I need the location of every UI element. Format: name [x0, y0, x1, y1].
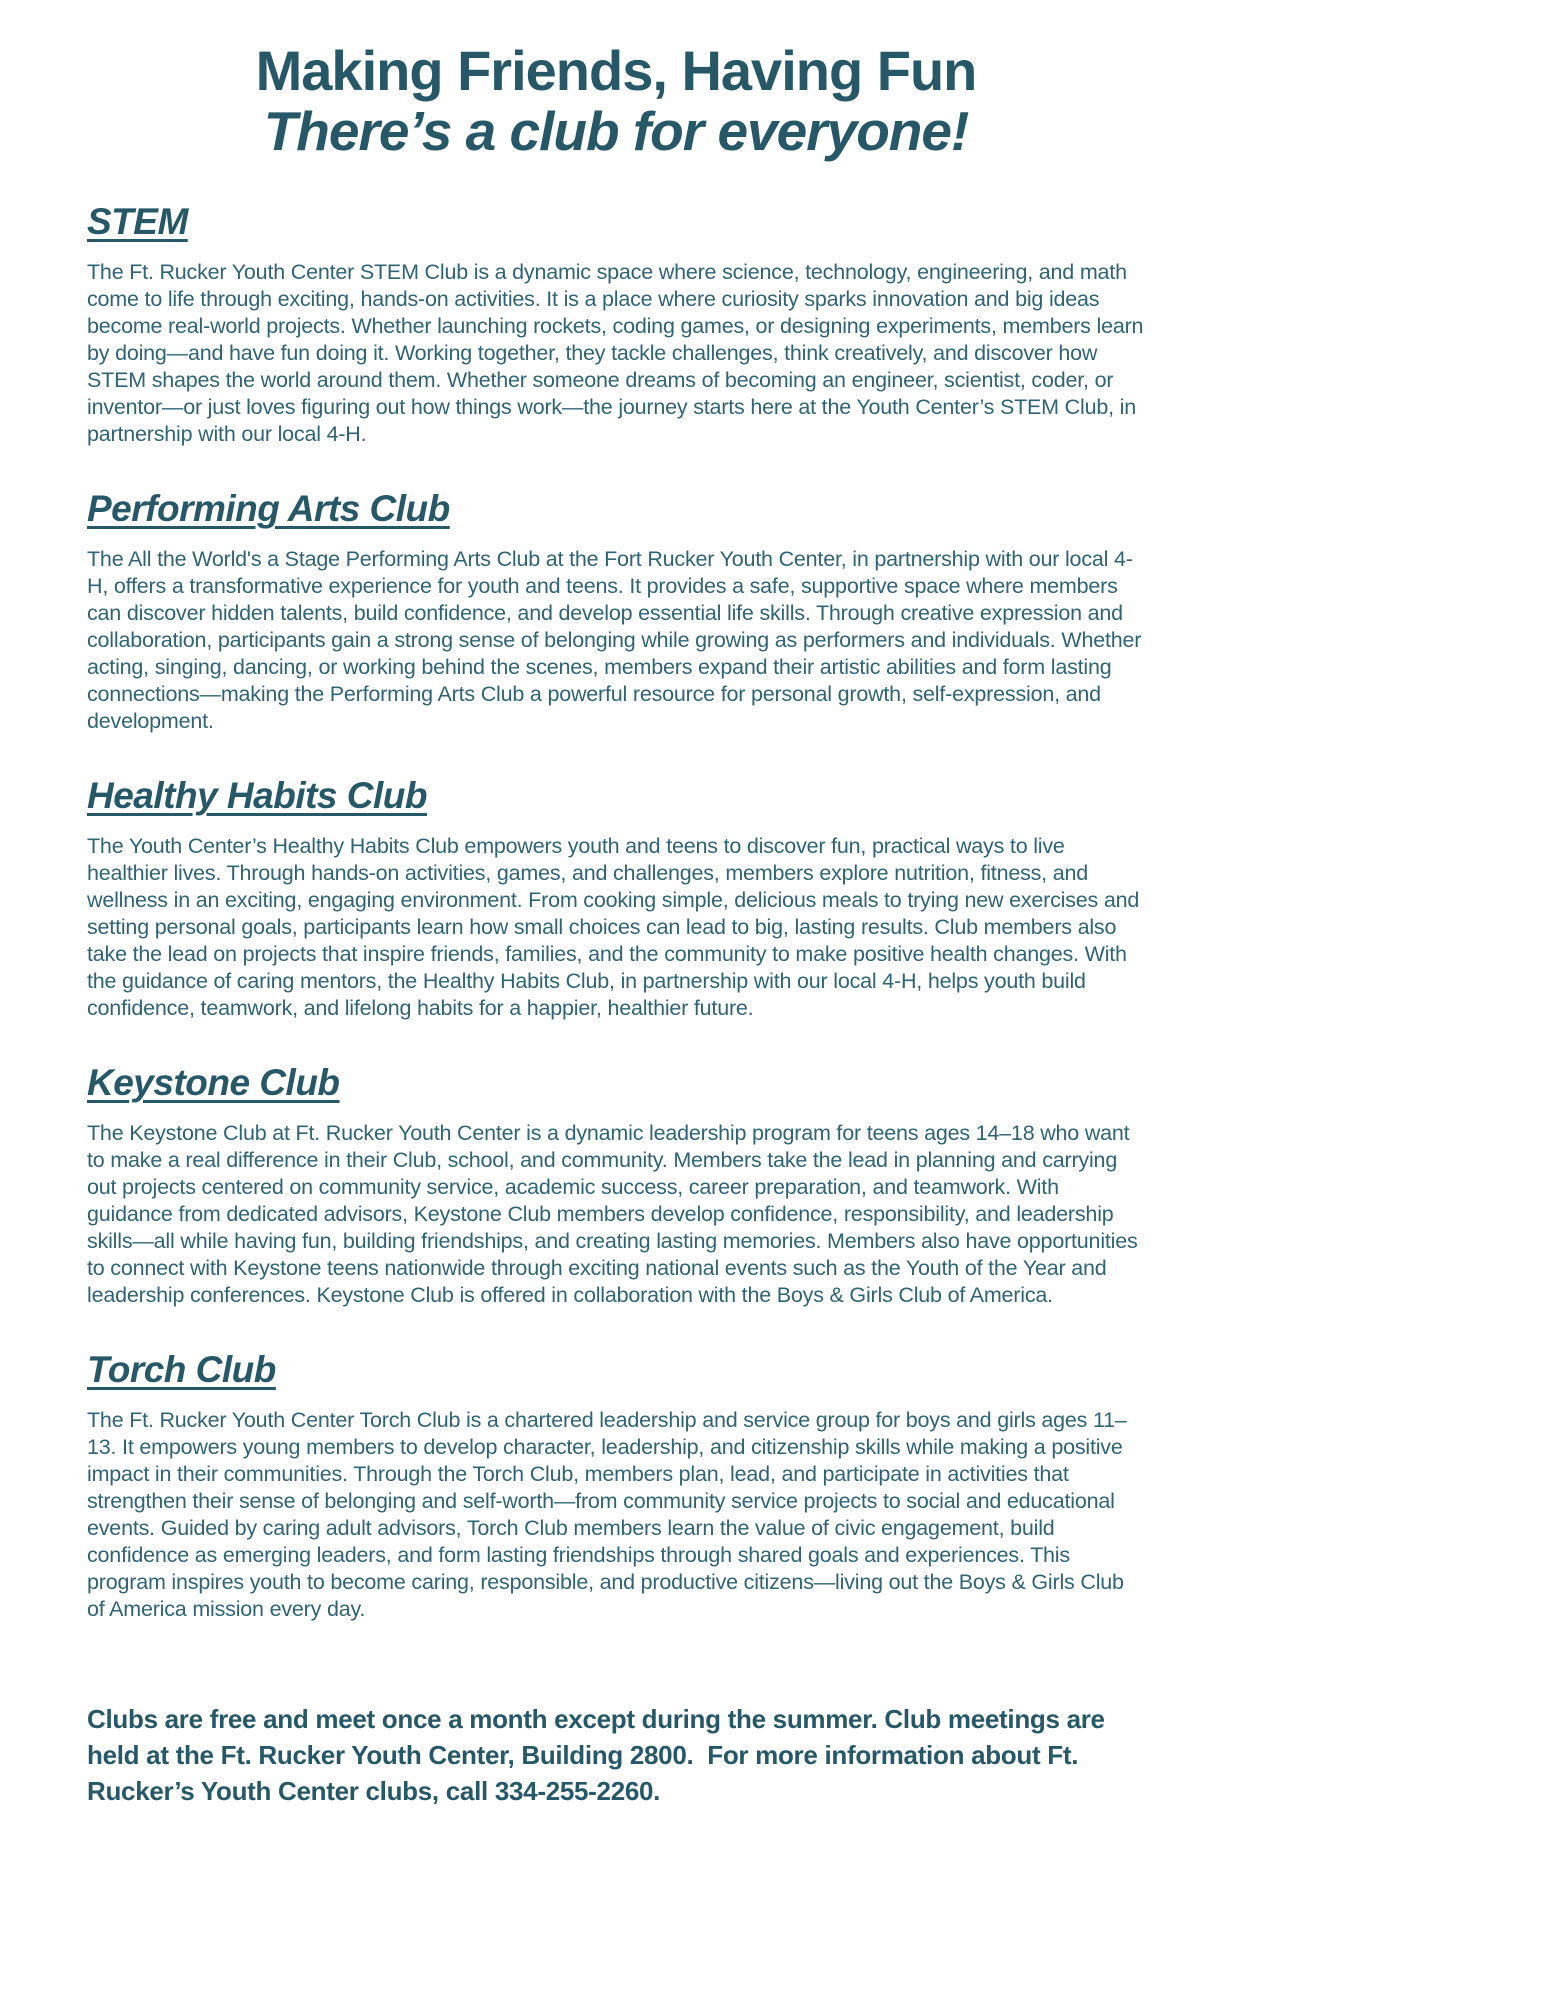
section-heading-healthy-habits-club: Healthy Habits Club: [87, 775, 427, 817]
section-heading-torch-club: Torch Club: [87, 1349, 276, 1391]
section-body-stem: The Ft. Rucker Youth Center STEM Club is a dynamic space where science, technology, engineering, and math come to life through exciting, hands-on activities. It is a place where curiosity sparks innovation and big ideas become real-world projects. Whether launching rockets, coding games, or designing experiments, members learn by doing—and have fun doing it. Working together, they tackle challenges, think creatively, and discover how STEM shapes the world around them. Whether someone dreams of becoming an engineer, scientist, coder, or inventor—or just loves figuring out how things work—the journey starts here at the Youth Center’s STEM Club, in partnership with our local 4-H.: [87, 260, 1150, 447]
page-title: Making Friends, Having Fun: [255, 39, 977, 102]
section-body-torch-club: The Ft. Rucker Youth Center Torch Club is a chartered leadership and service group for boys and girls ages 11–13. It empowers young members to develop character, leadership, and citizenship skills while making a positive impact in their communities. Through the Torch Club, members plan, lead, and participate in activities that strengthen their sense of belonging and self-worth—from community service projects to social and educational events. Guided by caring adult advisors, Torch Club members learn the value of civic engagement, build confidence as emerging leaders, and form lasting friendships through shared goals and experiences. This program inspires youth to become caring, responsible, and productive citizens—living out the Boys & Girls Club of America mission every day.: [87, 1408, 1130, 1622]
section-body-healthy-habits-club: The Youth Center’s Healthy Habits Club empowers youth and teens to discover fun, practical ways to live healthier lives. Through hands-on activities, games, and challenges, members explore nutrition, fitness, and wellness in an exciting, engaging environment. From cooking simple, delicious meals to trying new exercises and setting personal goals, participants learn how small choices can lead to big, lasting results. Club members also take the lead on projects that inspire friends, families, and the community to make positive health changes. With the guidance of caring mentors, the Healthy Habits Club, in partnership with our local 4-H, helps youth build confidence, teamwork, and lifelong habits for a happier, healthier future.: [87, 834, 1145, 1021]
footer-info-text: Clubs are free and meet once a month except during the summer. Club meetings are held at the Ft. Rucker Youth Center, Building 2800. For more information about Ft. Rucker’s Youth Center clubs, call 334-255-2260.: [87, 1704, 1112, 1807]
section-body-performing-arts-club: The All the World's a Stage Performing Arts Club at the Fort Rucker Youth Center, in partnership with our local 4-H, offers a transformative experience for youth and teens. It provides a safe, supportive space where members can discover hidden talents, build confidence, and develop essential life skills. Through creative expression and collaboration, participants gain a strong sense of belonging while growing as performers and individuals. Whether acting, singing, dancing, or working behind the scenes, members expand their artistic abilities and form lasting connections—making the Performing Arts Club a powerful resource for personal growth, self-expression, and development.: [87, 547, 1147, 734]
page-subtitle: There’s a club for everyone!: [263, 99, 969, 162]
section-heading-keystone-club: Keystone Club: [87, 1062, 340, 1104]
section-heading-performing-arts-club: Performing Arts Club: [87, 488, 450, 530]
section-keystone-club: [87, 1062, 1145, 1309]
section-torch-club: [87, 1349, 1145, 1623]
section-stem: [87, 201, 1150, 448]
section-body-keystone-club: The Keystone Club at Ft. Rucker Youth Center is a dynamic leadership program for teens ages 14–18 who want to make a real difference in their Club, school, and community. Members take the lead in planning and carrying out projects centered on community service, academic success, career preparation, and teamwork. With guidance from dedicated advisors, Keystone Club members develop confidence, responsibility, and leadership skills—all while having fun, building friendships, and creating lasting memories. Members also have opportunities to connect with Keystone teens nationwide through exciting national events such as the Youth of the Year and leadership conferences. Keystone Club is offered in collaboration with the Boys & Girls Club of America.: [87, 1121, 1144, 1308]
section-performing-arts-club: [87, 488, 1145, 735]
title-block: [87, 39, 1145, 162]
section-healthy-habits-club: [87, 775, 1145, 1022]
section-heading-stem: STEM: [87, 201, 188, 243]
